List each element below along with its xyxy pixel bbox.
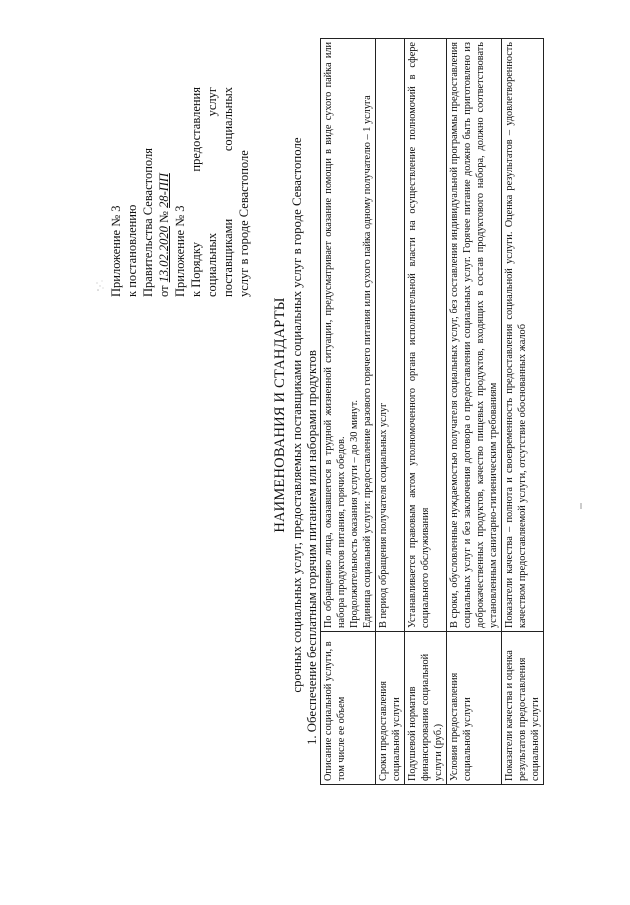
row-label: Описание социальной услуги, в том числе ее объем <box>321 632 376 785</box>
row-value <box>502 39 544 632</box>
table-row <box>447 39 502 785</box>
appendix-line: к постановлению <box>125 204 139 297</box>
row-label: Показатели качества и оценка результатов предоставления социальной услуги <box>502 632 544 785</box>
row-paragraph: Показатели качества – полнота и своевременность предоставления социальной услуги. Оценка результатов – удовлетворенность качеством предоставляемой услуги, отсутствие обоснованных жалоб <box>504 42 528 628</box>
row-paragraph: По обращению лица, оказавшегося в трудной жизненной ситуации, предусматривает оказание помощи в виде сухого пайка или набора продуктов питания, горячих обедов. <box>323 42 347 628</box>
decree-date: 13.02.2020 <box>157 226 171 283</box>
scan-mark <box>580 503 582 509</box>
row-paragraph: Продолжительность оказания услуги – до 30 минут. <box>349 400 360 628</box>
appendix-header <box>108 87 252 297</box>
table-row <box>376 39 405 785</box>
row-value <box>405 39 447 632</box>
row-label: Подушевой норматив финансирования социальной услуги (руб.) <box>405 632 447 785</box>
appendix-date-line: от 13.02.2020 № 28-ПП <box>157 173 171 297</box>
row-paragraph: Единица социальной услуги: предоставление разового горячего питания или сухого пайка одному получателю – 1 услуга <box>362 95 373 628</box>
table-row <box>321 39 376 785</box>
appendix-line: Правительства Севастополя <box>141 148 155 297</box>
appendix-line: услуг в городе Севастополе <box>237 150 251 297</box>
document-subtitle: срочных социальных услуг, предоставляемых поставщиками социальных услуг в городе Севастополе <box>290 137 304 693</box>
section-heading: 1. Обеспечение бесплатным горячим питанием или наборами продуктов <box>305 350 319 745</box>
row-value <box>376 39 405 632</box>
row-label: Сроки предоставления социальной услуги <box>376 632 405 785</box>
standards-table <box>320 38 544 785</box>
document-title: НАИМЕНОВАНИЯ И СТАНДАРТЫ <box>272 297 288 533</box>
decree-number: 28-ПП <box>157 173 171 208</box>
row-paragraph: В период обращения получателя социальных услуг <box>378 402 389 628</box>
appendix-line: Приложение № 3 <box>173 205 187 297</box>
scan-smudge-mark <box>95 279 105 293</box>
appendix-line: Приложение № 3 <box>109 205 123 297</box>
row-paragraph: В сроки, обусловленные нуждаемостью получателя социальных услуг, без составления индивидуальной программы предоставления социальных услуг и без заключения договора о предоставлении социальных услуг. Горячее питание должно быть приготовлено из доброкачественных продуктов, качество пищевых продуктов, входящих в состав продуктового набора, должно соответствовать установленным санитарно-гигиеническим требованиям <box>449 42 499 628</box>
appendix-line: социальных услуг <box>205 87 219 297</box>
row-value <box>447 39 502 632</box>
table-row <box>405 39 447 785</box>
row-label: Условия предоставления социальной услуги <box>447 632 502 785</box>
document-titles <box>272 0 320 845</box>
row-paragraph: Устанавливается правовым актом уполномоченного органа исполнительной власти на осуществление полномочий в сфере социального обслуживания <box>407 42 431 628</box>
appendix-line: поставщиками социальных <box>221 87 235 297</box>
row-value <box>321 39 376 632</box>
appendix-line: к Порядку предоставления <box>189 87 203 297</box>
table-row <box>502 39 544 785</box>
